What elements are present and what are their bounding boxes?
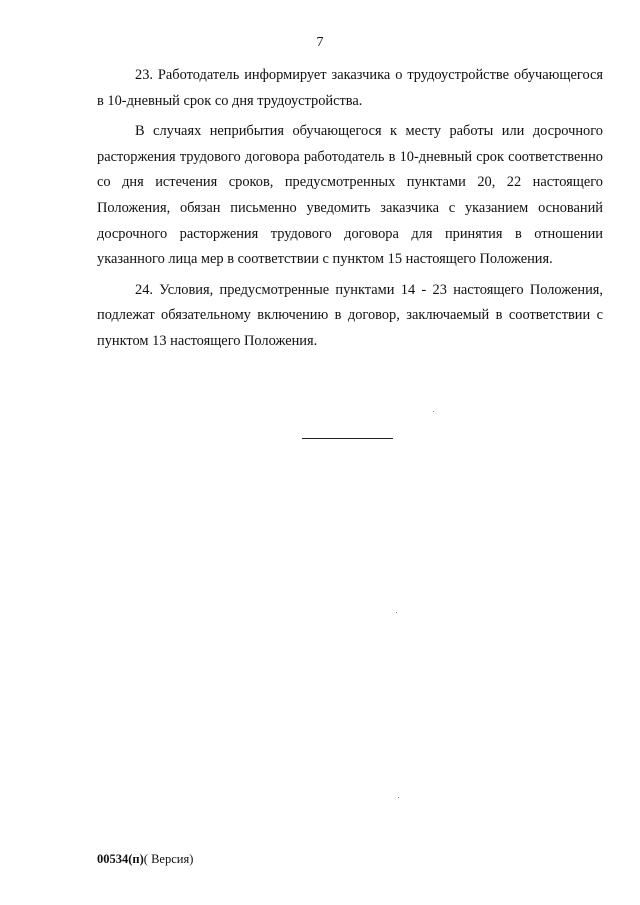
paragraph-23: 23. Работодатель информирует заказчика о трудоустройстве обучающегося в 10-дневный срок со дня трудоустройства. — [97, 67, 603, 109]
document-body — [97, 63, 603, 360]
footer-code: 00534(п) — [97, 852, 144, 866]
scan-speck — [398, 797, 399, 798]
footer-version: ( Версия) — [143, 852, 194, 866]
scan-speck — [433, 411, 434, 412]
paragraph-23-continued: В случаях неприбытия обучающегося к месту работы или досрочного расторжения трудового договора работодатель в 10-дневный срок соответственно со дня истечения сроков, предусмотренных пунктами 20, 22 настоящего Положения, обязан письменно уведомить заказчика с указанием оснований досрочного расторжения трудового договора для принятия в отношении указанного лица мер в соответствии с пунктом 15 настоящего Положения. — [97, 123, 603, 268]
page-number: 7 — [316, 35, 324, 50]
paragraph-24: 24. Условия, предусмотренные пунктами 14 - 23 настоящего Положения, подлежат обязательному включению в договор, заключаемый в соответствии с пунктом 13 настоящего Положения. — [97, 281, 603, 349]
end-divider-line — [302, 438, 393, 439]
scan-speck — [396, 612, 397, 613]
footer-document-code — [97, 852, 193, 867]
